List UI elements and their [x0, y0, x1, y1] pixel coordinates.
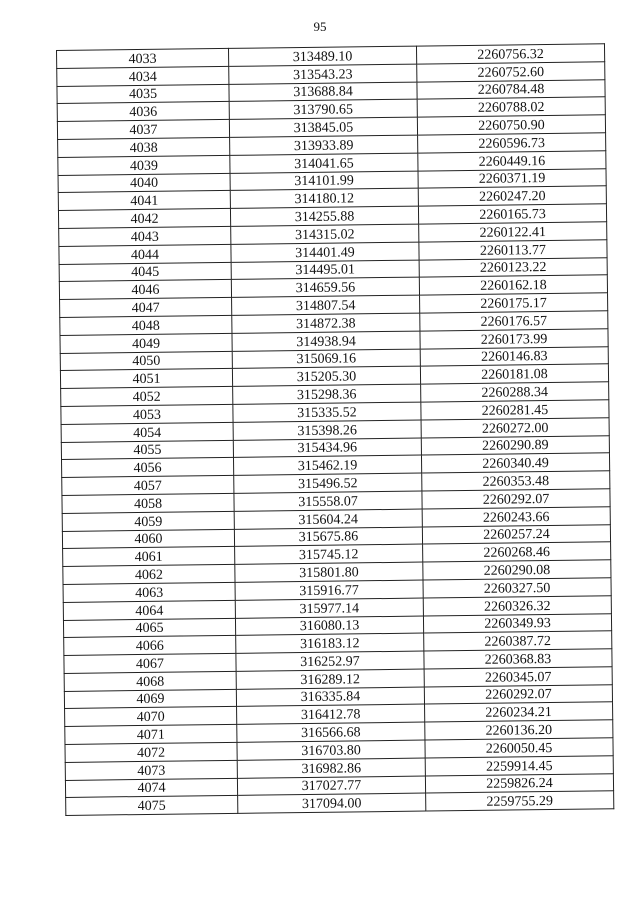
- y-coordinate-cell: 2260349.93: [423, 613, 611, 633]
- point-number-cell: 4059: [62, 511, 234, 531]
- point-number-cell: 4044: [59, 244, 231, 264]
- x-coordinate-cell: 316703.80: [237, 740, 425, 760]
- x-coordinate-cell: 316335.84: [236, 687, 424, 707]
- point-number-cell: 4035: [57, 84, 229, 104]
- x-coordinate-cell: 315916.77: [235, 580, 423, 600]
- point-number-cell: 4043: [59, 226, 231, 246]
- x-coordinate-cell: 315398.26: [233, 420, 421, 440]
- x-coordinate-cell: 314872.38: [232, 313, 420, 333]
- point-number-cell: 4069: [64, 689, 236, 709]
- y-coordinate-cell: 2260176.57: [420, 311, 608, 331]
- x-coordinate-cell: 314041.65: [230, 153, 418, 173]
- point-number-cell: 4062: [63, 564, 235, 584]
- coordinates-table: [56, 43, 614, 816]
- y-coordinate-cell: 2260290.08: [423, 560, 611, 580]
- x-coordinate-cell: 314659.56: [231, 277, 419, 297]
- x-coordinate-cell: 314495.01: [231, 260, 419, 280]
- x-coordinate-cell: 314180.12: [230, 188, 418, 208]
- y-coordinate-cell: 2259755.29: [426, 791, 614, 811]
- x-coordinate-cell: 314255.88: [230, 206, 418, 226]
- y-coordinate-cell: 2260292.07: [422, 489, 610, 509]
- y-coordinate-cell: 2260136.20: [425, 720, 613, 740]
- y-coordinate-cell: 2260281.45: [421, 400, 609, 420]
- y-coordinate-cell: 2260353.48: [422, 471, 610, 491]
- x-coordinate-cell: 316183.12: [236, 633, 424, 653]
- x-coordinate-cell: 313688.84: [229, 82, 417, 102]
- x-coordinate-cell: 315335.52: [233, 402, 421, 422]
- y-coordinate-cell: 2260165.73: [418, 204, 606, 224]
- point-number-cell: 4053: [61, 404, 233, 424]
- y-coordinate-cell: 2260243.66: [422, 506, 610, 526]
- y-coordinate-cell: 2260387.72: [424, 631, 612, 651]
- y-coordinate-cell: 2260288.34: [421, 382, 609, 402]
- coordinates-table-body: [57, 44, 614, 816]
- point-number-cell: 4065: [63, 618, 235, 638]
- x-coordinate-cell: 315298.36: [233, 384, 421, 404]
- point-number-cell: 4057: [62, 475, 234, 495]
- point-number-cell: 4039: [58, 155, 230, 175]
- point-number-cell: 4072: [65, 742, 237, 762]
- y-coordinate-cell: 2260345.07: [424, 667, 612, 687]
- point-number-cell: 4056: [62, 458, 234, 478]
- x-coordinate-cell: 313489.10: [228, 46, 416, 66]
- x-coordinate-cell: 316566.68: [237, 722, 425, 742]
- y-coordinate-cell: 2259826.24: [425, 773, 613, 793]
- point-number-cell: 4064: [63, 600, 235, 620]
- x-coordinate-cell: 315977.14: [235, 598, 423, 618]
- x-coordinate-cell: 316289.12: [236, 669, 424, 689]
- x-coordinate-cell: 313790.65: [229, 99, 417, 119]
- y-coordinate-cell: 2260162.18: [419, 275, 607, 295]
- y-coordinate-cell: 2260784.48: [417, 79, 605, 99]
- page-number: 95: [313, 19, 327, 34]
- x-coordinate-cell: 315604.24: [234, 509, 422, 529]
- y-coordinate-cell: 2260181.08: [420, 364, 608, 384]
- x-coordinate-cell: 316982.86: [237, 758, 425, 778]
- y-coordinate-cell: 2260113.77: [419, 240, 607, 260]
- point-number-cell: 4071: [65, 725, 237, 745]
- y-coordinate-cell: 2260175.17: [420, 293, 608, 313]
- x-coordinate-cell: 317027.77: [237, 776, 425, 796]
- point-number-cell: 4033: [57, 48, 229, 68]
- y-coordinate-cell: 2260272.00: [421, 418, 609, 438]
- point-number-cell: 4047: [60, 298, 232, 318]
- x-coordinate-cell: 316080.13: [235, 616, 423, 636]
- point-number-cell: 4055: [61, 440, 233, 460]
- point-number-cell: 4041: [58, 191, 230, 211]
- point-number-cell: 4037: [57, 120, 229, 140]
- y-coordinate-cell: 2260050.45: [425, 738, 613, 758]
- x-coordinate-cell: 314807.54: [232, 295, 420, 315]
- y-coordinate-cell: 2259914.45: [425, 756, 613, 776]
- y-coordinate-cell: 2260371.19: [418, 168, 606, 188]
- point-number-cell: 4058: [62, 493, 234, 513]
- x-coordinate-cell: 315462.19: [233, 455, 421, 475]
- x-coordinate-cell: 315675.86: [234, 527, 422, 547]
- point-number-cell: 4060: [62, 529, 234, 549]
- y-coordinate-cell: 2260596.73: [418, 133, 606, 153]
- x-coordinate-cell: 315745.12: [235, 544, 423, 564]
- x-coordinate-cell: 314315.02: [231, 224, 419, 244]
- y-coordinate-cell: 2260449.16: [418, 151, 606, 171]
- y-coordinate-cell: 2260290.89: [421, 435, 609, 455]
- y-coordinate-cell: 2260122.41: [419, 222, 607, 242]
- point-number-cell: 4049: [60, 333, 232, 353]
- x-coordinate-cell: 315069.16: [232, 349, 420, 369]
- point-number-cell: 4034: [57, 66, 229, 86]
- y-coordinate-cell: 2260368.83: [424, 649, 612, 669]
- point-number-cell: 4068: [64, 671, 236, 691]
- point-number-cell: 4063: [63, 582, 235, 602]
- y-coordinate-cell: 2260257.24: [422, 524, 610, 544]
- point-number-cell: 4048: [60, 315, 232, 335]
- y-coordinate-cell: 2260327.50: [423, 578, 611, 598]
- y-coordinate-cell: 2260752.60: [417, 62, 605, 82]
- y-coordinate-cell: 2260146.83: [420, 346, 608, 366]
- x-coordinate-cell: 317094.00: [238, 794, 426, 814]
- x-coordinate-cell: 315801.80: [235, 562, 423, 582]
- x-coordinate-cell: 314938.94: [232, 331, 420, 351]
- y-coordinate-cell: 2260340.49: [421, 453, 609, 473]
- y-coordinate-cell: 2260123.22: [419, 257, 607, 277]
- point-number-cell: 4042: [58, 209, 230, 229]
- y-coordinate-cell: 2260268.46: [423, 542, 611, 562]
- x-coordinate-cell: 314101.99: [230, 171, 418, 191]
- point-number-cell: 4038: [58, 137, 230, 157]
- y-coordinate-cell: 2260247.20: [418, 186, 606, 206]
- point-number-cell: 4045: [59, 262, 231, 282]
- y-coordinate-cell: 2260788.02: [417, 97, 605, 117]
- point-number-cell: 4075: [66, 796, 238, 816]
- point-number-cell: 4036: [57, 102, 229, 122]
- x-coordinate-cell: 313933.89: [230, 135, 418, 155]
- y-coordinate-cell: 2260234.21: [425, 702, 613, 722]
- point-number-cell: 4073: [65, 760, 237, 780]
- x-coordinate-cell: 313543.23: [229, 64, 417, 84]
- x-coordinate-cell: 316412.78: [237, 705, 425, 725]
- x-coordinate-cell: 313845.05: [229, 117, 417, 137]
- y-coordinate-cell: 2260750.90: [417, 115, 605, 135]
- x-coordinate-cell: 315496.52: [234, 473, 422, 493]
- point-number-cell: 4070: [65, 707, 237, 727]
- point-number-cell: 4052: [61, 387, 233, 407]
- y-coordinate-cell: 2260292.07: [424, 684, 612, 704]
- point-number-cell: 4051: [60, 369, 232, 389]
- y-coordinate-cell: 2260326.32: [423, 595, 611, 615]
- point-number-cell: 4074: [65, 778, 237, 798]
- x-coordinate-cell: 315434.96: [233, 438, 421, 458]
- x-coordinate-cell: 315558.07: [234, 491, 422, 511]
- y-coordinate-cell: 2260173.99: [420, 329, 608, 349]
- point-number-cell: 4046: [59, 280, 231, 300]
- point-number-cell: 4061: [63, 547, 235, 567]
- x-coordinate-cell: 315205.30: [232, 366, 420, 386]
- point-number-cell: 4067: [64, 653, 236, 673]
- point-number-cell: 4054: [61, 422, 233, 442]
- x-coordinate-cell: 316252.97: [236, 651, 424, 671]
- x-coordinate-cell: 314401.49: [231, 242, 419, 262]
- point-number-cell: 4050: [60, 351, 232, 371]
- point-number-cell: 4040: [58, 173, 230, 193]
- y-coordinate-cell: 2260756.32: [416, 44, 604, 64]
- point-number-cell: 4066: [64, 636, 236, 656]
